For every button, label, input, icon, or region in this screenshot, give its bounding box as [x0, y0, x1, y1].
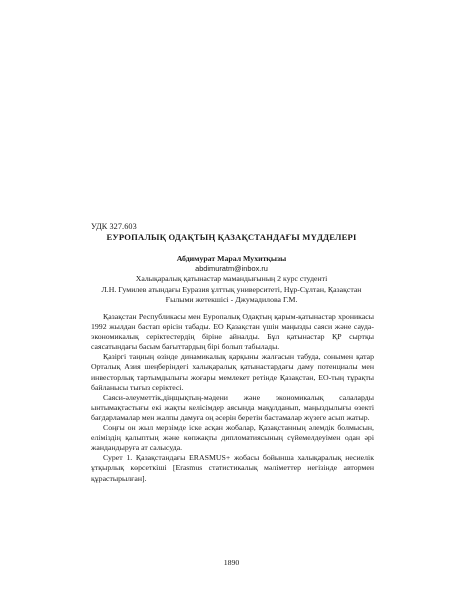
author-email: abdimuratm@inbox.ru	[195, 264, 268, 274]
author-affiliation-2: Л.Н. Гумилев атындағы Еуразия ұлттық университеті, Нұр-Сұлтан, Қазақстан	[101, 284, 362, 294]
paragraph-2: Қазіргі таңның өзінде динамикалық қарқыны жалғасын табуда, сонымен қатар Орталық Азия шеңберіндегі халықаралық қатынастардағы даму потенциалы мен инвесторлық тартымдылығы жоғары мемлекет ретінде Қазақстан, ЕО-тың тұрақты байланысы тығыз серіктесі.	[91, 352, 374, 392]
paragraph-3: Саяси-әлеуметтік,діңщықтың-мәдени және экономикалық салаларды ынтымақтастығы екі жақты келісімдер аясында мақұлданып, маңыздылығы өзекті бағдарламалар мен жалпы дамуға оң әсерін беретін бастамалар жүзеге асып жатыр.	[91, 392, 374, 422]
paragraph-1: Қазақстан Республикасы мен Еуропалық Одақтың қарым-қатынастар хроникасы 1992 жылдан бастап өрісін табады. ЕО Қазақстан үшін маңызды саяси және сауда-экономикалық серіктестердің біріне айналды. Бұл қатынастар ҚР сыртқы саясатындағы басым бағыттардың бірі болып табылады.	[91, 312, 374, 352]
figure-caption: Сурет 1. Қазақстандағы ERASMUS+ жобасы бойынша халықаралық несиелік ұтқырлық көрсеткіші [Erasmus статистикалық мәліметтер негізінде автормен құрастырылған].	[91, 453, 374, 483]
author-supervisor: Ғылыми жетекшісі - Джумадилова Г.М.	[165, 294, 298, 304]
page-number: 1890	[223, 558, 240, 567]
paragraph-4: Соңғы он жыл мерзімде іске асқан жобалар, Қазақстанның әлемдік болмысын, еліміздің қалыптың және көпжақты дипломатиясының сүйемелдеуімен одан әрі жандандыруға ат салысуда.	[91, 423, 374, 453]
author-name: Абдимурат Марал Мухитқызы	[176, 254, 287, 263]
paper-title: ЕУРОПАЛЫҚ ОДАҚТЫҢ ҚАЗАҚСТАНДАҒЫ МҮДДЕЛЕРІ	[106, 232, 357, 242]
author-affiliation-1: Халықаралық қатынастар мамандығының 2 курс студенті	[135, 274, 328, 284]
udk-code: УДК 327.603	[91, 222, 137, 231]
author-block	[0, 254, 463, 305]
body-text	[91, 312, 374, 484]
